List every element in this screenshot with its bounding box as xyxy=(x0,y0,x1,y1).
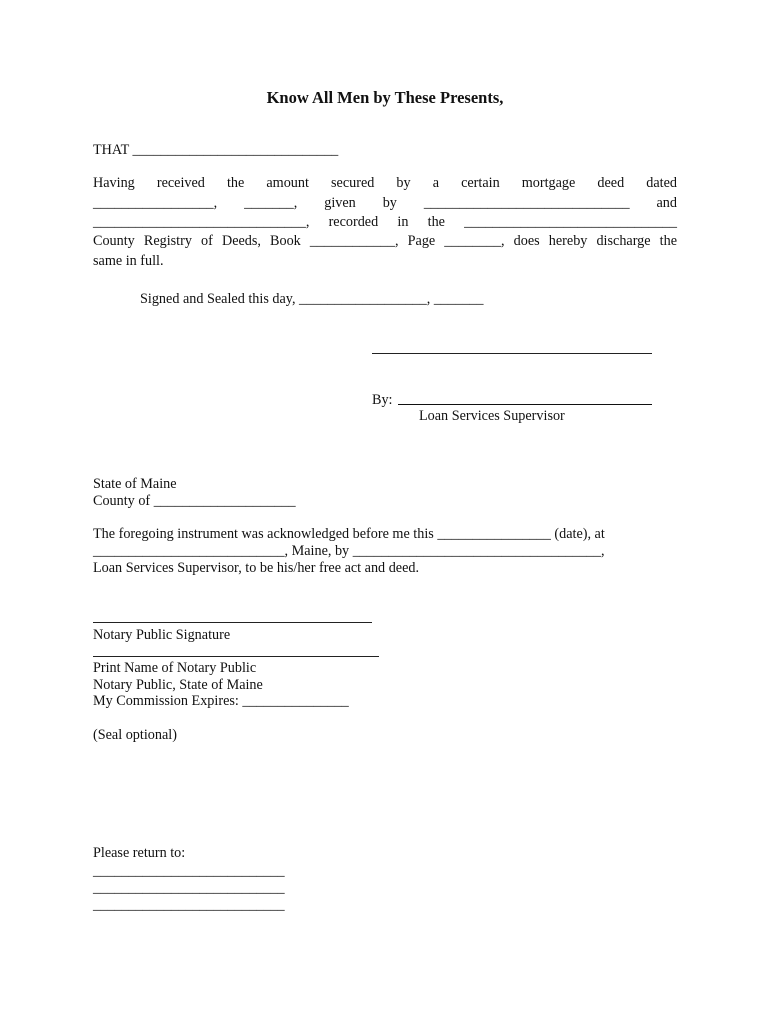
document-title: Know All Men by These Presents, xyxy=(266,88,504,107)
signed-sealed-line: Signed and Sealed this day, __________________, _______ xyxy=(140,291,484,307)
return-label: Please return to: xyxy=(93,845,186,861)
notary-print-name-label: Print Name of Notary Public xyxy=(93,660,257,676)
commission-expires-line: My Commission Expires: _______________ xyxy=(93,693,349,709)
acknowledgment-line-2: ___________________________, Maine, by ___________________________________, xyxy=(93,543,605,559)
county-line: County of ____________________ xyxy=(93,493,296,509)
signer-title: Loan Services Supervisor xyxy=(419,408,565,424)
notary-signature-line xyxy=(93,622,372,623)
notary-signature-label: Notary Public Signature xyxy=(93,627,231,643)
that-line: THAT _____________________________ xyxy=(93,142,339,158)
recital-line-2: _________________, _______, given by _____________________________ and xyxy=(93,195,677,211)
acknowledgment-line-3: Loan Services Supervisor, to be his/her free act and deed. xyxy=(93,560,420,576)
recital-line-3: ______________________________, recorded in the ______________________________ xyxy=(93,214,677,230)
seal-note: (Seal optional) xyxy=(93,727,177,743)
notary-print-name-line xyxy=(93,656,379,657)
acknowledgment-line-1: The foregoing instrument was acknowledged before me this ________________ (date), at xyxy=(93,526,605,542)
signature-line xyxy=(372,353,652,354)
by-label: By: xyxy=(372,392,393,408)
return-address-line: ___________________________ xyxy=(93,880,285,896)
by-signature-line xyxy=(398,404,652,405)
recital-line-4: County Registry of Deeds, Book ____________, Page ________, does hereby discharge the xyxy=(93,233,677,249)
return-address-line: ___________________________ xyxy=(93,897,285,913)
recital-line-1: Having received the amount secured by a certain mortgage deed dated xyxy=(93,175,677,191)
recital-line-5: same in full. xyxy=(93,253,164,269)
notary-state-label: Notary Public, State of Maine xyxy=(93,677,263,693)
state-label: State of Maine xyxy=(93,476,177,492)
return-address-line: ___________________________ xyxy=(93,863,285,879)
